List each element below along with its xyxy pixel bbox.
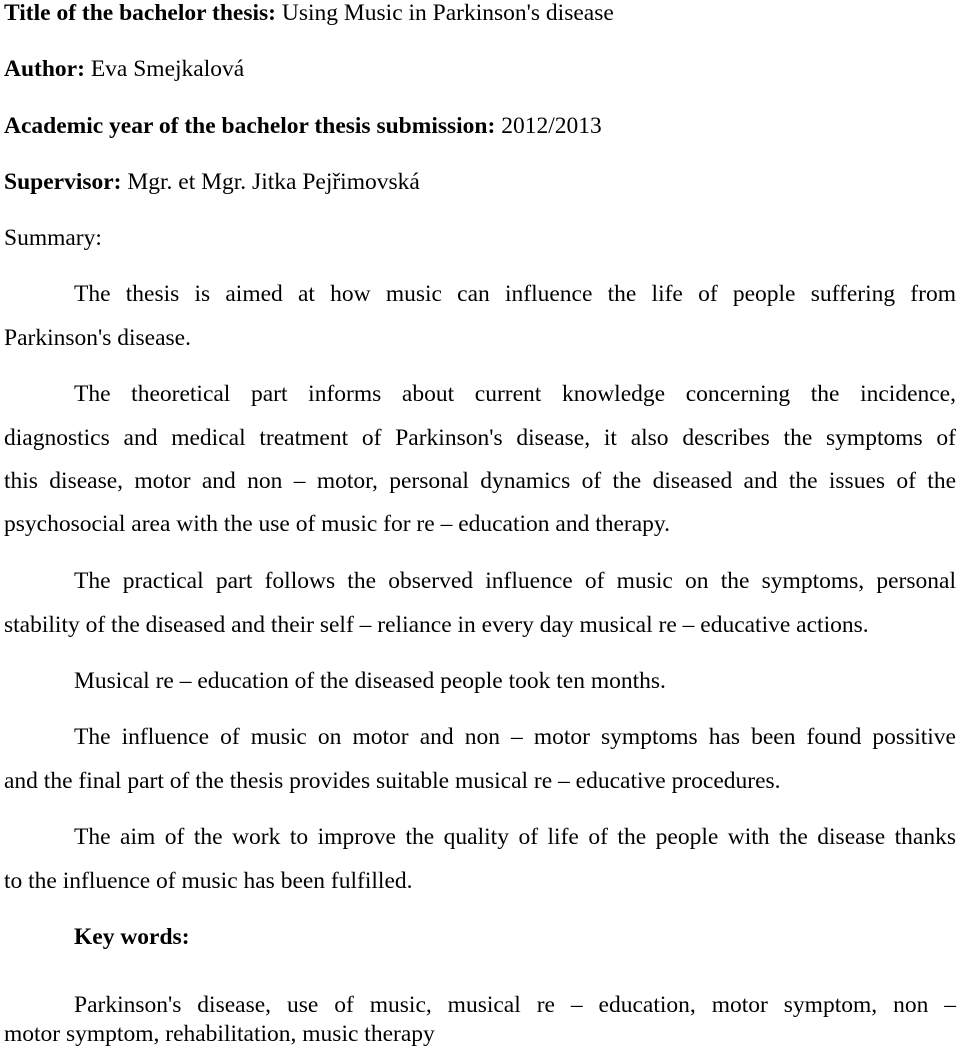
summary-p5-line2: and the final part of the thesis provides suitable musical re – educative procedures.	[4, 768, 781, 794]
academic-year-label: Academic year of the bachelor thesis submission:	[4, 113, 496, 139]
academic-year-value: 2012/2013	[501, 113, 602, 139]
keywords-line2: motor symptom, rehabilitation, music therapy	[4, 1021, 435, 1047]
summary-p1-line2: Parkinson's disease.	[4, 325, 191, 351]
summary-p3-line2: stability of the diseased and their self – reliance in every day musical re – educative actions.	[4, 612, 869, 638]
summary-p1-line1: The thesis is aimed at how music can influence the life of people suffering from	[74, 281, 956, 307]
supervisor-value: Mgr. et Mgr. Jitka Pejřimovská	[127, 169, 420, 195]
summary-p6-line1: The aim of the work to improve the quality of life of the people with the disease thanks	[74, 824, 956, 850]
author-label: Author:	[4, 56, 85, 82]
title-row	[4, 2, 614, 26]
supervisor-label: Supervisor:	[4, 169, 122, 195]
summary-p5-line1: The influence of music on motor and non – motor symptoms has been found possitive	[74, 724, 956, 750]
summary-p2-line1: The theoretical part informs about current knowledge concerning the incidence,	[74, 381, 956, 407]
summary-heading: Summary:	[4, 225, 102, 251]
summary-p6-line2: to the influence of music has been fulfilled.	[4, 868, 413, 894]
summary-p2-line4: psychosocial area with the use of music for re – education and therapy.	[4, 511, 671, 537]
summary-p4-line1: Musical re – education of the diseased people took ten months.	[74, 668, 666, 694]
author-value: Eva Smejkalová	[90, 56, 245, 82]
supervisor-row	[4, 171, 420, 195]
keywords-line1: Parkinson's disease, use of music, musical re – education, motor symptom, non –	[74, 992, 956, 1018]
summary-p2-line3: this disease, motor and non – motor, personal dynamics of the diseased and the issues of the	[4, 468, 956, 494]
summary-p2-line2: diagnostics and medical treatment of Parkinson's disease, it also describes the symptoms of	[4, 425, 956, 451]
academic-year-row	[4, 115, 602, 139]
title-value: Using Music in Parkinson's disease	[281, 0, 614, 26]
author-row	[4, 58, 244, 82]
title-label: Title of the bachelor thesis:	[4, 0, 276, 26]
keywords-heading: Key words:	[74, 924, 190, 950]
summary-p3-line1: The practical part follows the observed influence of music on the symptoms, personal	[74, 568, 956, 594]
